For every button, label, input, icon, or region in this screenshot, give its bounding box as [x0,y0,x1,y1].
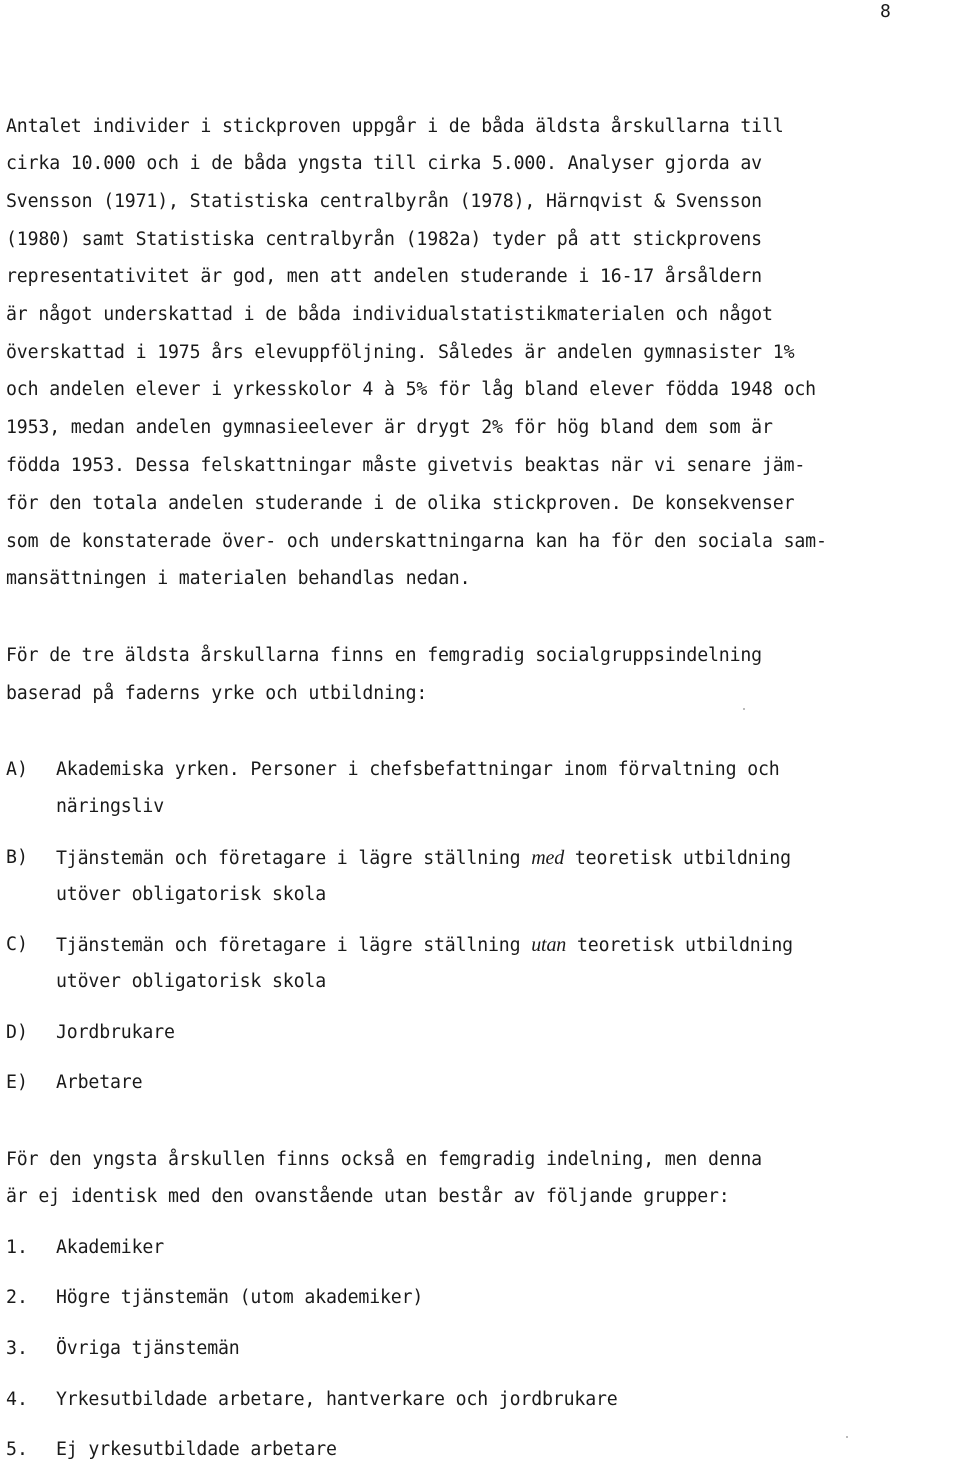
scan-speck [846,1436,848,1438]
text-line: 1953, medan andelen gymnasieelever är drygt 2% för hög bland dem som är [6,417,773,438]
text-line: och andelen elever i yrkesskolor 4 à 5% för låg bland elever födda 1948 och [6,379,816,400]
list-item-text: Ej yrkesutbildade arbetare [56,1439,337,1460]
text-line: För de tre äldsta årskullarna finns en femgradig socialgruppsindelning [6,645,762,666]
list-item-text: Yrkesutbildade arbetare, hantverkare och jordbrukare [56,1389,618,1410]
text-line: som de konstaterade över- och underskattningarna kan ha för den sociala sam- [6,531,827,552]
list-marker: 5. [6,1439,28,1460]
text-line: representativitet är god, men att andelen studerande i 16-17 årsåldern [6,266,762,287]
emphasis: utan [531,934,567,956]
list-item-text: Akademiker [56,1237,164,1258]
text-run: Tjänstemän och företagare i lägre ställning [56,848,532,869]
list-item-text: Högre tjänstemän (utom akademiker) [56,1287,424,1308]
list-marker: 2. [6,1287,28,1308]
text-run: teoretisk utbildning [564,848,791,869]
list-marker: B) [6,847,28,868]
text-line: för den totala andelen studerande i de olika stickproven. De konsekvenser [6,493,795,514]
list-item-text [56,934,793,957]
list-item-text: Jordbrukare [56,1022,175,1043]
page-number: 8 [880,1,891,22]
list-marker: A) [6,759,28,780]
text-line: är något underskattad i de båda individualstatistikmaterialen och något [6,304,773,325]
text-line: baserad på faderns yrke och utbildning: [6,683,428,704]
list-item-text: Akademiska yrken. Personer i chefsbefattningar inom förvaltning och [56,759,780,780]
text-line: För den yngsta årskullen finns också en femgradig indelning, men denna [6,1149,762,1170]
list-item-text: Övriga tjänstemän [56,1338,240,1359]
list-item-text: Arbetare [56,1072,143,1093]
text-run: teoretisk utbildning [566,935,793,956]
text-line: mansättningen i materialen behandlas nedan. [6,568,471,589]
list-marker: 4. [6,1389,28,1410]
text-line: Antalet individer i stickproven uppgår i de båda äldsta årskullarna till [6,116,784,137]
text-line: födda 1953. Dessa felskattningar måste givetvis beaktas när vi senare jäm- [6,455,806,476]
list-item-text: näringsliv [56,796,164,817]
list-marker: 3. [6,1338,28,1359]
text-line: är ej identisk med den ovanstående utan består av följande grupper: [6,1186,730,1207]
text-line: överskattad i 1975 års elevuppföljning. Således är andelen gymnasister 1% [6,342,795,363]
list-item-text [56,847,791,870]
list-marker: D) [6,1022,28,1043]
list-item-text: utöver obligatorisk skola [56,884,326,905]
text-run: Tjänstemän och företagare i lägre ställning [56,935,532,956]
text-line: (1980) samt Statistiska centralbyrån (1982a) tyder på att stickprovens [6,229,762,250]
list-marker: E) [6,1072,28,1093]
text-line: Svensson (1971), Statistiska centralbyrån (1978), Härnqvist & Svensson [6,191,762,212]
list-marker: 1. [6,1237,28,1258]
text-line: cirka 10.000 och i de båda yngsta till cirka 5.000. Analyser gjorda av [6,153,762,174]
list-marker: C) [6,934,28,955]
list-item-text: utöver obligatorisk skola [56,971,326,992]
scan-speck [743,708,745,710]
emphasis: med [531,847,565,869]
